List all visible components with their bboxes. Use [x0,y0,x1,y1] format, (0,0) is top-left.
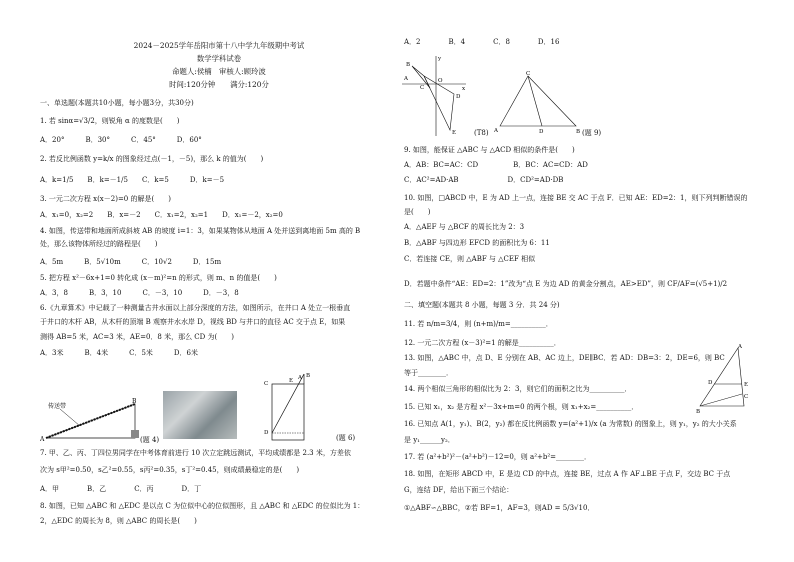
question-6-line-1: 6.《九章算术》中记载了一种测量古井水面以上部分深度的方法，如图所示，在井口 A 处立一根垂直 [40,304,351,312]
question-14: 14. 两个相似三角形的相似比为 2：3，则它们的面积之比为__________． [404,385,632,393]
question-12: 12. 一元二次方程 (x－3)²=1 的解是__________． [404,339,561,347]
svg-text:y: y [438,56,442,62]
svg-text:C: C [744,394,749,400]
belt-pointer [60,409,80,426]
question-6-line-2: 于井口的木杆 AB，从木杆的顶端 B 观察井水水岸 D，视线 BD 与井口的直径 AC 交于点 E，如果 [40,318,346,326]
figure-6-well [262,372,332,448]
question-1-options: A．20° B．30° C．45° D．60° [40,136,202,144]
svg-text:x: x [462,86,466,92]
question-4-options: A．5m B．5√10m C．10√2 D．15m [40,258,222,266]
fig4-label-b: B [132,398,137,405]
question-7-line-2: 次为 s甲²=0.50，s乙²=0.55，s丙²=0.35，s丁²=0.45，则成绩最稳定的是( ) [40,466,300,474]
fig6-caption: (题 6) [336,434,356,442]
svg-text:E: E [289,378,294,384]
fig8-caption: (T8) [474,129,489,137]
figure-8-coordinate [400,54,470,138]
question-5-options: A．3，8 B．3，10 C．－3，10 D．－3，8 [40,289,239,297]
question-3: 3. 一元二次方程 x(x－2)=0 的解是( ) [40,195,171,203]
question-5: 5. 把方程 x²－6x+1=0 转化成 (x－m)²=n 的形式，则 m、n 的值是( ) [40,274,277,282]
svg-text:A: A [738,344,742,350]
question-18-line-2: G，连结 DF，给出下面三个结论： [404,486,514,494]
question-16-line-2: 是 y₁______y₂． [404,436,455,444]
question-7-line-1: 7. 甲、乙、丙、丁四位男同学在中考体育前进行 10 次立定跳远测试，平均成绩都是 2.3 米，方差依 [40,449,351,457]
svg-text:C: C [420,85,425,91]
question-18-line-1: 18. 如图，在矩形 ABCD 中，E 是边 CD 的中点，连接 BE，过点 A 作 AF⊥BE 于点 F，交边 BC 于点 [404,470,731,478]
question-6-line-3: 测得 AB=5 米，AC=3 米，AE=0．8 米，那么 CD 为( ) [40,333,234,341]
question-3-options: A．x₁=0，x₂=2 B．x=－2 C．x₁=2，x₂=1 D．x₁=－2，x₂=0 [40,211,283,219]
svg-text:B: B [576,129,581,135]
question-9-options-ab: A．AB：BC=AC：CD B．BC：AC=CD：AD [404,161,588,169]
question-15: 15. 已知 x₁，x₂ 是方程 x²－3x+m=0 的两个根，则 x₁+x₂=__________． [404,403,639,411]
fig4-belt-label: 传送带 [48,403,67,410]
svg-text:A: A [404,76,408,82]
question-9-options-cd: C．AC²=AD·AB D．CD²=AD·DB [404,176,564,184]
question-8-options: A．2 B．4 C．8 D．16 [404,38,560,46]
box-icon [131,430,139,438]
well-outline [272,384,304,440]
svg-text:C: C [526,71,531,77]
svg-text:B: B [696,409,701,414]
fig4-caption: (题 4) [140,436,160,444]
section-two-title: 二、填空题(本题共 8 小题，每题 3 分．共 24 分) [404,301,560,309]
question-7-options: A．甲 B．乙 C．丙 D．丁 [40,485,202,493]
svg-text:A: A [298,375,302,381]
svg-text:D: D [539,129,544,135]
svg-text:D: D [456,94,461,100]
question-6-options: A．3米 B．4米 C．5米 D．6米 [40,349,198,357]
question-9: 9. 如图，能保证 △ABC 与 △ACD 相似的条件是( ) [404,146,575,154]
question-8-line-1: 8. 如图，已知 △ABC 和 △EDC 是以点 C 为位似中心的位似图形，且 △ABC 和 △EDC 的位似比为 1： [40,502,365,510]
svg-text:C: C [264,381,269,387]
question-11: 11. 若 n/m=3/4，则 (n+m)/m=__________． [404,320,553,328]
question-10-line-2: 是( ) [404,208,431,216]
exam-title: 2024－2025学年岳阳市第十八中学九年级期中考试 [133,41,305,50]
question-13-line-1: 13. 如图，△ABC 中，点 D、E 分别在 AB、AC 边上，DE∥BC．若 AD：DB=3：2，DE=6，则 BC [404,354,725,362]
question-10-option-b: B．△ABF 与四边形 EFCD 的面积比为 6：11 [404,239,550,247]
svg-text:B: B [406,62,411,68]
section-one-title: 一、单选题(本题共10小题，每小题3分，共30分) [40,99,194,107]
sight-line-bd [272,374,304,433]
figure-9-triangle [494,68,586,136]
svg-text:E: E [744,382,749,388]
exam-subtitle: 数学学科试卷 [196,54,242,63]
fig9-caption: (题 9) [582,129,602,137]
question-10-option-c: C．若连接 CE，则 △ABF 与 △CEF 相似 [404,255,536,263]
triangle-abc-13 [700,348,744,406]
question-10-line-1: 10. 如图，□ABCD 中，E 为 AD 上一点，连接 BE 交 AC 于点 F．已知 AE：ED=2：1，则下列判断错误的 [404,194,748,202]
exam-authors: 命题人:侯楠 审核人:顾玲波 [172,67,266,76]
question-10-option-d: D．若题中条件“AE：ED=2：1”改为“点 E 为边 AD 的黄金分割点，AE>ED”，则 CF/AF=(√5+1)/2 [404,280,728,288]
question-13-line-2: 等于________． [404,369,453,377]
svg-text:D: D [264,430,269,436]
figure-13-triangle [692,344,752,414]
question-16-line-1: 16. 已知点 A(1，y₁)、B(2，y₂) 都在反比例函数 y=(a²+1)/x (a 为常数) 的图象上，则 y₁，y₂ 的大小关系 [404,420,737,428]
question-4-line-2: 处，那么该物体所经过的路程是( ) [40,240,158,248]
question-17: 17. 若 (a²+b²)²－(a²+b²)－12=0，则 a²+b²=________． [404,453,592,461]
segment-be [700,394,742,406]
question-4-line-1: 4. 如图，传送带和地面所成斜坡 AB 的坡度 i=1：3，如果某物体从地面 A 处并送到离地面 5m 高的 B [40,227,361,235]
question-10-option-a: A．△AEF 与 △BCF 的周长比为 2：3 [404,223,525,231]
question-18-conclusions: ①△ABF∽△BBC，②若 BF=1，AF=3，则AD = 5/3√10． [404,504,595,512]
exam-time: 时间:120分钟 满分:120分 [169,80,269,89]
svg-text:D: D [708,380,713,386]
question-8-line-2: 2，△EDC 的周长为 8，则 △ABC 的周长是( ) [40,517,197,525]
svg-text:O: O [438,78,443,84]
svg-text:A: A [494,128,498,134]
fig4-label-a: A [40,436,45,443]
well-photo [163,391,237,439]
question-2-options: A．k=1/5 B．k=－1/5 C．k=5 D．k=－5 [40,176,225,184]
question-1: 1. 若 sinα=√3/2，则锐角 α 的度数是( ) [40,117,180,125]
question-2: 2. 若反比例函数 y=k/x 的图象经过点(－1，－5)，那么 k 的值为( ) [40,155,264,163]
svg-text:E: E [452,130,457,136]
triangle-abc-9 [500,76,576,126]
svg-text:B: B [306,373,311,379]
